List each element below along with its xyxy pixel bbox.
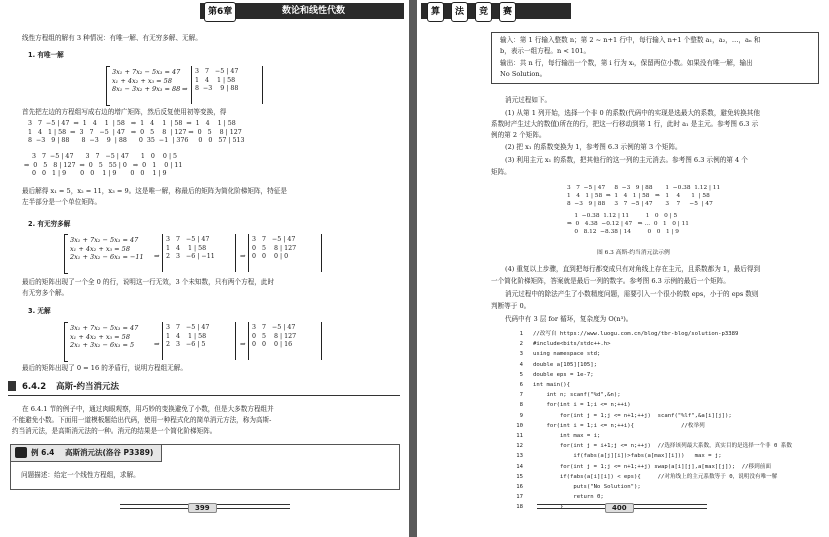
code-line <box>505 411 825 421</box>
example-title-bar <box>10 444 162 462</box>
input-output-box <box>491 32 819 84</box>
code-line <box>505 400 825 410</box>
code-line <box>505 492 825 502</box>
arrow: ⇒ <box>240 252 246 260</box>
case2-matrix-a: 3 7 −5 | 47 1 4 1 | 58 2 3 −6 | −11 <box>166 236 215 261</box>
code-line-text: if(fabs(a[i][i]) < eps){ //对角线上的主元系数等于 0，说明没有唯一解 <box>533 473 778 480</box>
header-chip: 竞 <box>475 2 492 22</box>
case2-text: 最后的矩阵出现了一个全 0 的行，说明这一行无效，3 个未知数，只有两个方程，此时 <box>22 278 275 286</box>
header-chip: 算 <box>427 2 444 22</box>
code-line-text: for(int i = 1;i <= n;++i) <box>533 402 631 409</box>
figure-caption: 图 6.3 高斯-约当消元法示例 <box>597 250 670 256</box>
section-title: 高斯-约当消元法 <box>56 382 120 392</box>
code-line-number: 8 <box>519 402 523 409</box>
io-line: No Solution。 <box>500 70 547 78</box>
code-line-text: return 0; <box>533 494 604 501</box>
case1-system: 3x₁ + 7x₂ − 5x₃ = 47 x₁ + 4x₂ + x₃ = 58 8x₁ − 3x₂ + 9x₃ = 88 <box>112 68 181 94</box>
section-number: 6.4.2 <box>22 382 47 392</box>
step-line: (1) 从第 1 列开始，选择一个非 0 的系数(代码中的实现是选最大的系数，避免转换其他 <box>505 109 760 117</box>
step-line: (3) 利用主元 x₁ 的系数，把其他行的这一列的主元消去。参考图 6.3 示例的第 4 个 <box>505 156 748 164</box>
code-line-text: int n; scanf("%d",&n); <box>533 392 621 399</box>
step-line: (2) 把 x₁ 的系数变换为 1，参考图 6.3 示例的第 3 个矩阵。 <box>505 143 682 151</box>
case3-matrix-a: 3 7 −5 | 47 1 4 1 | 58 2 3 −6 | 5 <box>166 324 210 349</box>
code-block <box>505 329 825 513</box>
intro-text: 线性方程组的解有 3 种情况：有唯一解、有无穷多解、无解。 <box>22 34 202 42</box>
code-line-number: 17 <box>516 494 523 501</box>
example-label: 例 6.4 <box>31 448 55 457</box>
code-line-number: 13 <box>516 453 523 460</box>
example-title: 高斯消元法(洛谷 P3389) <box>65 448 154 457</box>
code-line-number: 3 <box>519 351 523 358</box>
code-line-text: int main(){ <box>533 382 571 389</box>
code-line <box>505 472 825 482</box>
code-line-number: 18 <box>516 504 523 511</box>
code-line-text: for(int j = i+1;j <= n;++j) //选择该列最大系数，真实目的是选择一个非 0 系数 <box>533 443 792 450</box>
io-line: b，表示一组方程。n < 101。 <box>500 47 591 55</box>
code-line <box>505 339 825 349</box>
section-text-line: 在 6.4.1 节的例子中，通过肉眼观察，用巧妙的变换避免了小数，但是大多数方程组并 <box>22 405 274 413</box>
code-line-number: 5 <box>519 371 523 378</box>
code-line <box>505 482 825 492</box>
section-marker-icon <box>8 381 16 391</box>
para4-line: 一个简化阶梯矩阵，答案就是最后一列的数字。参考图 6.3 示例的最后一个矩阵。 <box>491 277 730 285</box>
step-line: 例的第 2 个矩阵。 <box>491 131 546 139</box>
case1-text2: 最后解得 x₁ = 5，x₂ = 11，x₃ = 9。这是唯一解，称最后的矩阵为简化阶梯矩阵，特征是 <box>22 187 287 195</box>
code-line-number: 1 <box>519 331 523 337</box>
code-line <box>505 360 825 370</box>
code-line-text: } <box>533 504 564 511</box>
code-line <box>505 349 825 359</box>
code-line-number: 16 <box>516 484 523 491</box>
code-line-text: #include<bits/stdc++.h> <box>533 341 611 348</box>
case1-text1: 首先把左边的方程组写成右边的增广矩阵，然后反复使用初等变换，得 <box>22 108 227 116</box>
code-line <box>505 370 825 380</box>
code-line-text: for(int j = 1;j <= n+1;++j) scanf("%lf",&a[i][j]); <box>533 412 732 419</box>
case3-heading: 3. 无解 <box>28 307 51 315</box>
example-box <box>10 444 400 490</box>
case1-chain2: 3 7 −5 | 47 3 7 −5 | 47 1 0 0 | 5 ⇒ 0 5 8 | 127 ⇒ 0 5 55 | 0 ⇒ 0 1 0 | 11 0 0 1 | 9 0 0 1 | 9 0 0 1 | 9 <box>24 153 183 178</box>
example-description: 问题描述：给定一个线性方程组，求解。 <box>21 471 140 479</box>
case3-text: 最后的矩阵出现了 0 = 16 的矛盾行，说明方程组无解。 <box>22 364 187 372</box>
para4-line: 代码中有 3 层 for 循环，复杂度为 O(n³)。 <box>505 315 633 323</box>
arrow: ⇒ <box>154 252 160 260</box>
case2-text2: 有无穷多个解。 <box>22 289 69 297</box>
code-line-number: 6 <box>519 382 523 389</box>
case2-brace <box>64 234 68 274</box>
code-line-text: for(int i = 1;i <= n;++i){ //枚举列 <box>533 422 705 429</box>
para4-line: (4) 重复以上步骤，直到把每行都变成只有对角线上存在主元，且系数都为 1，最后得到 <box>505 265 761 273</box>
io-line: 输入：第 1 行输入整数 n；第 2 ~ n+1 行中，每行输入 n+1 个整数 a₁，a₂，…，aₙ 和 <box>500 36 761 44</box>
code-line-number: 2 <box>519 341 523 348</box>
left-page-header <box>200 3 404 19</box>
code-line-text: if(fabs(a[j][i])>fabs(a[max][i])) max = j; <box>533 453 722 460</box>
code-line <box>505 329 825 339</box>
para4-line: 消元过程中的除法产生了小数精度问题，需要引入一个很小的数 eps，小于的 eps 数则 <box>505 290 759 298</box>
code-line <box>505 380 825 390</box>
page-number: 400 <box>605 503 634 513</box>
code-line-text: int max = i; <box>533 433 601 440</box>
case1-text3: 左半部分是一个单位矩阵。 <box>22 198 102 206</box>
code-line-text: using namespace std; <box>533 351 601 358</box>
code-line-number: 10 <box>516 422 523 429</box>
code-line-text: double eps = 1e-7; <box>533 371 594 378</box>
para4-line: 判断等于 0。 <box>491 302 531 310</box>
case1-heading: 1. 有唯一解 <box>28 51 64 59</box>
page-number: 399 <box>188 503 217 513</box>
step-line: 系数时产生过大的数值)所在的行，把这一行移动到第 1 行，此时 a₁ 是主元。参考图 6.3 示 <box>491 120 759 128</box>
code-line-number: 11 <box>516 433 523 440</box>
case2-heading: 2. 有无穷多解 <box>28 220 71 228</box>
figure-matrices-row1: 3 7 −5 | 47 8 −3 9 | 88 1 −0.38 1.12 | 11 1 4 1 | 58 ⇒ 1 4 1 | 58 ⇒ 1 4 1 | 58 8 −3 9 | 88 3 7 −5 | 47 3 7 −5 | 47 <box>567 185 721 207</box>
code-line-text: double a[105][105]; <box>533 361 597 368</box>
code-line-text: for(int j = 1;j <= n+1;++j) swap(a[i][j],a[max][j]); //移到前面 <box>533 463 771 470</box>
case1-matrix: 3 7 −5 | 47 1 4 1 | 58 8 −3 9 | 88 <box>195 68 239 93</box>
arrow: ⇒ <box>182 85 188 93</box>
code-line <box>505 462 825 472</box>
code-line-number: 7 <box>519 392 523 399</box>
case3-system: 3x₁ + 7x₂ − 5x₃ = 47 x₁ + 4x₂ + x₃ = 58 2x₁ + 3x₂ − 6x₃ = 5 <box>70 324 139 350</box>
code-line <box>505 390 825 400</box>
page-gutter <box>409 0 417 537</box>
process-intro: 消元过程如下。 <box>505 96 552 104</box>
code-line <box>505 441 825 451</box>
case1-brace <box>106 66 110 106</box>
code-line <box>505 421 825 431</box>
step-line: 矩阵。 <box>491 168 511 176</box>
section-text-line: 不能避免小数。下面用一道模板题给出代码，使用一种程式化的简单消元方法，称为高斯- <box>12 416 272 424</box>
section-heading-bar <box>8 379 400 396</box>
chapter-badge: 第6章 <box>204 2 236 22</box>
code-line-number: 14 <box>516 463 523 470</box>
case2-system: 3x₁ + 7x₂ − 5x₃ = 47 x₁ + 4x₂ + x₃ = 58 2x₁ + 3x₂ − 6x₃ = −11 <box>70 236 144 262</box>
code-line-number: 15 <box>516 473 523 480</box>
case1-chain1: 3 7 −5 | 47 ⇒ 1 4 1 | 58 ⇒ 1 4 1 | 58 ⇒ 1 4 1 | 58 1 4 1 | 58 ⇒ 3 7 −5 | 47 ⇒ 0 5 8 | 127 ⇒ 0 5 8 | 127 8 −3 9 | 88 8 −3 9 | 88 0 35 −1 | 376 0 0 57 | 513 <box>28 120 245 145</box>
arrow: ⇒ <box>154 340 160 348</box>
code-line <box>505 451 825 461</box>
figure-matrices-row2: 1 −0.38 1.12 | 11 1 0 0 | 5 ⇒ 0 4.38 −0.12 | 47 ⇒ … 0 1 0 | 11 0 8.12 −8.38 | 14 0 0 1 | 9 <box>567 213 689 235</box>
code-line-number: 12 <box>516 443 523 450</box>
left-page <box>0 0 409 537</box>
right-page <box>417 0 829 537</box>
code-line-number: 4 <box>519 361 523 368</box>
header-chip: 赛 <box>499 2 516 22</box>
right-page-header <box>421 3 571 19</box>
case2-matrix-b: 3 7 −5 | 47 0 5 8 | 127 0 0 0 | 0 <box>252 236 297 261</box>
io-line: 输出：共 n 行，每行输出一个数，第 i 行为 xᵢ，保留两位小数。如果没有唯一解，输出 <box>500 59 753 67</box>
header-chip: 法 <box>451 2 468 22</box>
pencil-icon <box>15 447 27 458</box>
code-line-number: 9 <box>519 412 523 419</box>
chapter-title: 数论和线性代数 <box>282 6 346 16</box>
case3-brace <box>64 322 68 362</box>
code-line <box>505 431 825 441</box>
code-line-text: //改写自 https://www.luogu.com.cn/blog/tbr-blog/solution-p3389 <box>533 331 739 337</box>
code-line-text: puts("No Solution"); <box>533 484 641 491</box>
section-text-line: 约当消元法，是高斯消元法的一种。消元的结果是一个简化阶梯矩阵。 <box>12 427 217 435</box>
case3-matrix-b: 3 7 −5 | 47 0 5 8 | 127 0 0 0 | 16 <box>252 324 297 349</box>
arrow: ⇒ <box>240 340 246 348</box>
